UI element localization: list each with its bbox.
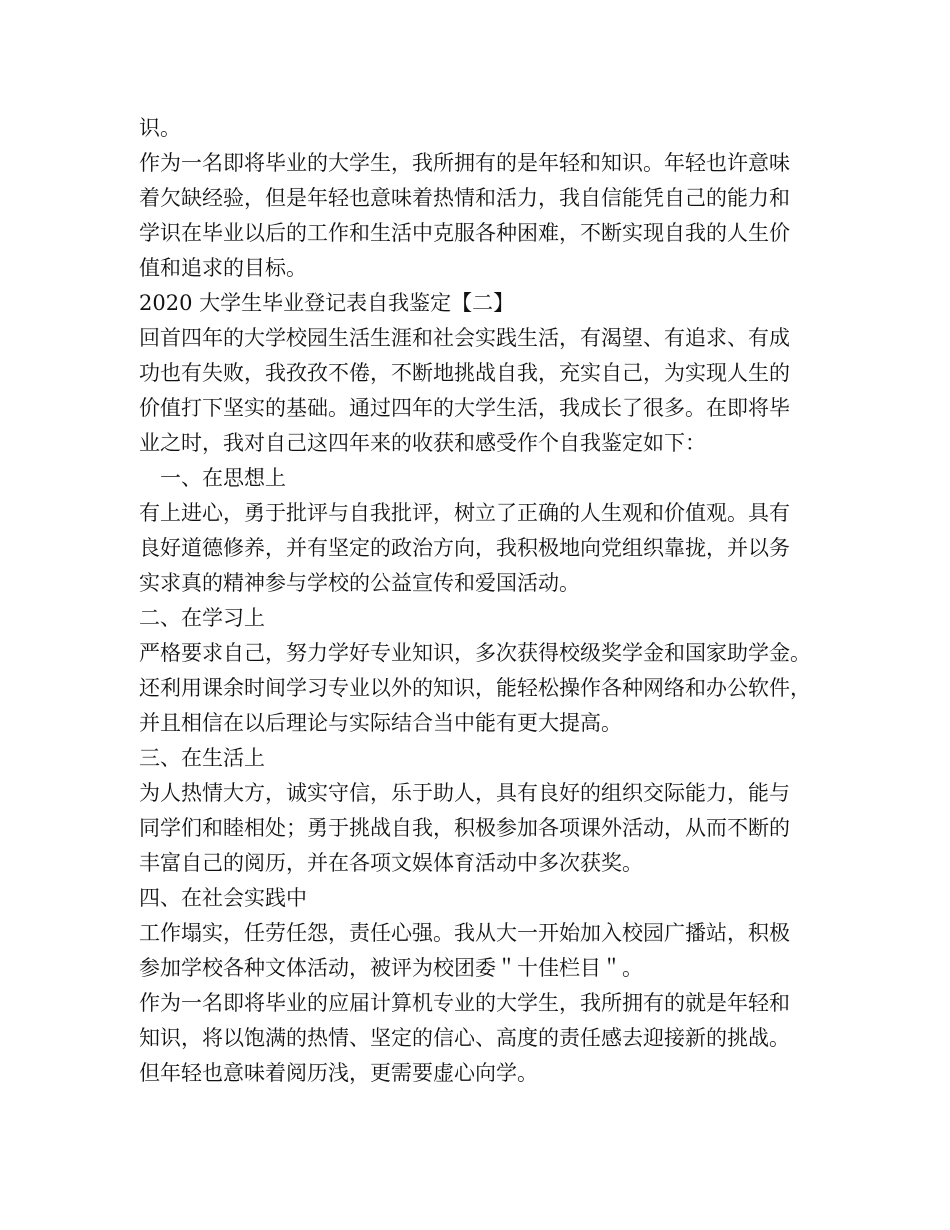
- document-body: [139, 111, 829, 1091]
- text-line: 参加学校各种文体活动，被评为校团委＂十佳栏目＂。: [139, 956, 643, 980]
- text-line: 着欠缺经验，但是年轻也意味着热情和活力，我自信能凭自己的能力和: [139, 186, 790, 210]
- text-line: 同学们和睦相处；勇于挑战自我，积极参加各项课外活动，从而不断的: [139, 816, 790, 840]
- section-heading: 2020 大学生毕业登记表自我鉴定【二】: [139, 291, 515, 315]
- text-line: 工作塌实，任劳任怨，责任心强。我从大一开始加入校园广播站，积极: [139, 921, 790, 945]
- text-line: 实求真的精神参与学校的公益宣传和爱国活动。: [139, 571, 580, 595]
- text-line: 丰富自己的阅历，并在各项文娱体育活动中多次获奖。: [139, 851, 643, 875]
- text-line: 业之时，我对自己这四年来的收获和感受作个自我鉴定如下：: [139, 431, 706, 455]
- text-line: 知识，将以饱满的热情、坚定的信心、高度的责任感去迎接新的挑战。: [139, 1026, 790, 1050]
- text-line: 作为一名即将毕业的大学生，我所拥有的是年轻和知识。年轻也许意味: [139, 151, 790, 175]
- text-line: 识。: [139, 116, 181, 140]
- text-line: 严格要求自己，努力学好专业知识，多次获得校级奖学金和国家助学金。: [139, 641, 811, 665]
- text-line: 良好道德修养，并有坚定的政治方向，我积极地向党组织靠拢，并以务: [139, 536, 790, 560]
- text-line: 功也有失败，我孜孜不倦，不断地挑战自我，充实自己，为实现人生的: [139, 361, 790, 385]
- subsection-heading: 一、在思想上: [160, 466, 286, 490]
- text-line: 还利用课余时间学习专业以外的知识，能轻松操作各种网络和办公软件，: [139, 676, 811, 700]
- text-line: 并且相信在以后理论与实际结合当中能有更大提高。: [139, 711, 622, 735]
- subsection-heading: 三、在生活上: [139, 746, 265, 770]
- text-line: 价值打下坚实的基础。通过四年的大学生活，我成长了很多。在即将毕: [139, 396, 790, 420]
- text-line: 但年轻也意味着阅历浅，更需要虚心向学。: [139, 1061, 538, 1085]
- subsection-heading: 四、在社会实践中: [139, 886, 307, 910]
- subsection-heading: 二、在学习上: [139, 606, 265, 630]
- text-line: 作为一名即将毕业的应届计算机专业的大学生，我所拥有的就是年轻和: [139, 991, 790, 1015]
- text-line: 值和追求的目标。: [139, 256, 307, 280]
- text-line: 为人热情大方，诚实守信，乐于助人，具有良好的组织交际能力，能与: [139, 781, 790, 805]
- text-line: 学识在毕业以后的工作和生活中克服各种困难，不断实现自我的人生价: [139, 221, 790, 245]
- text-line: 回首四年的大学校园生活生涯和社会实践生活，有渴望、有追求、有成: [139, 326, 790, 350]
- text-line: 有上进心，勇于批评与自我批评，树立了正确的人生观和价值观。具有: [139, 501, 790, 525]
